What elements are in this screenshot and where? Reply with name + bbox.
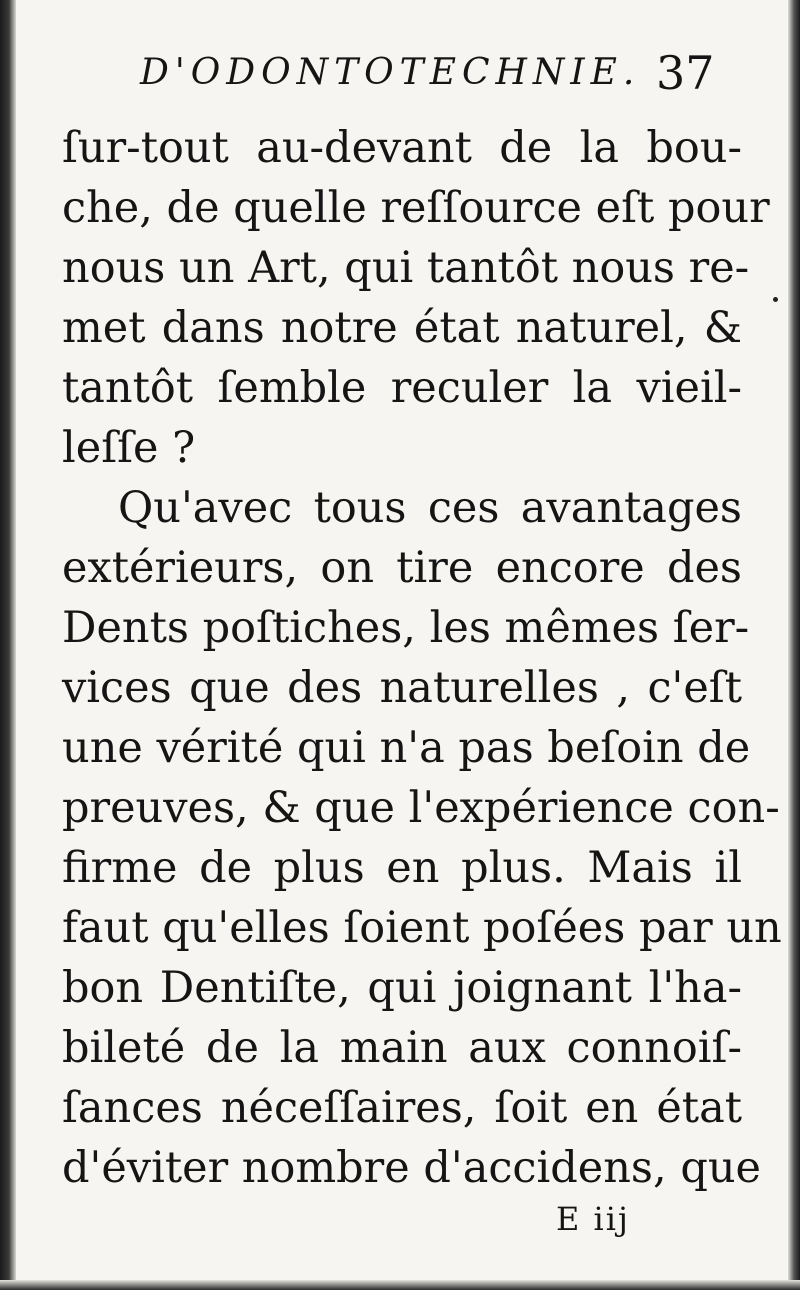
text-line: preuves, & que l'expérience con-: [62, 783, 780, 833]
text-line: d'éviter nombre d'accidens, que: [62, 1143, 761, 1193]
text-line: ſur-tout au-devant de la bou-: [62, 123, 742, 173]
text-line: une vérité qui n'a pas beſoin de: [62, 723, 751, 773]
text-line: faut qu'elles ſoient poſées par un: [62, 903, 782, 953]
scan-border-right: [788, 0, 800, 1290]
scan-border-left: [0, 0, 16, 1290]
body-text: [62, 118, 782, 1198]
text-line: vices que des naturelles , c'eſt: [62, 663, 742, 713]
scan-border-bottom: [0, 1280, 800, 1290]
running-title: D'ODONTOTECHNIE.: [140, 52, 641, 93]
text-line: bon Dentiſte, qui joignant l'ha-: [62, 963, 742, 1013]
page-number: 37: [656, 46, 715, 100]
text-line: extérieurs, on tire encore des: [62, 543, 742, 593]
signature-mark: E iij: [556, 1200, 630, 1238]
text-line: bileté de la main aux connoiſ-: [62, 1023, 742, 1073]
text-line: Qu'avec tous ces avantages: [118, 483, 742, 533]
text-line: leſſe ?: [62, 423, 196, 473]
text-line: che, de quelle reſſource eſt pour: [62, 183, 770, 233]
text-line: firme de plus en plus. Mais il: [62, 843, 742, 893]
text-line: met dans notre état naturel, &: [62, 303, 742, 353]
running-head: [140, 46, 740, 112]
ink-speck: [773, 297, 778, 302]
text-line: nous un Art, qui tantôt nous re-: [62, 243, 750, 293]
text-line: Dents poſtiches, les mêmes ſer-: [62, 603, 750, 653]
text-line: ſances néceſſaires, ſoit en état: [62, 1083, 742, 1133]
text-line: tantôt ſemble reculer la vieil-: [62, 363, 742, 413]
